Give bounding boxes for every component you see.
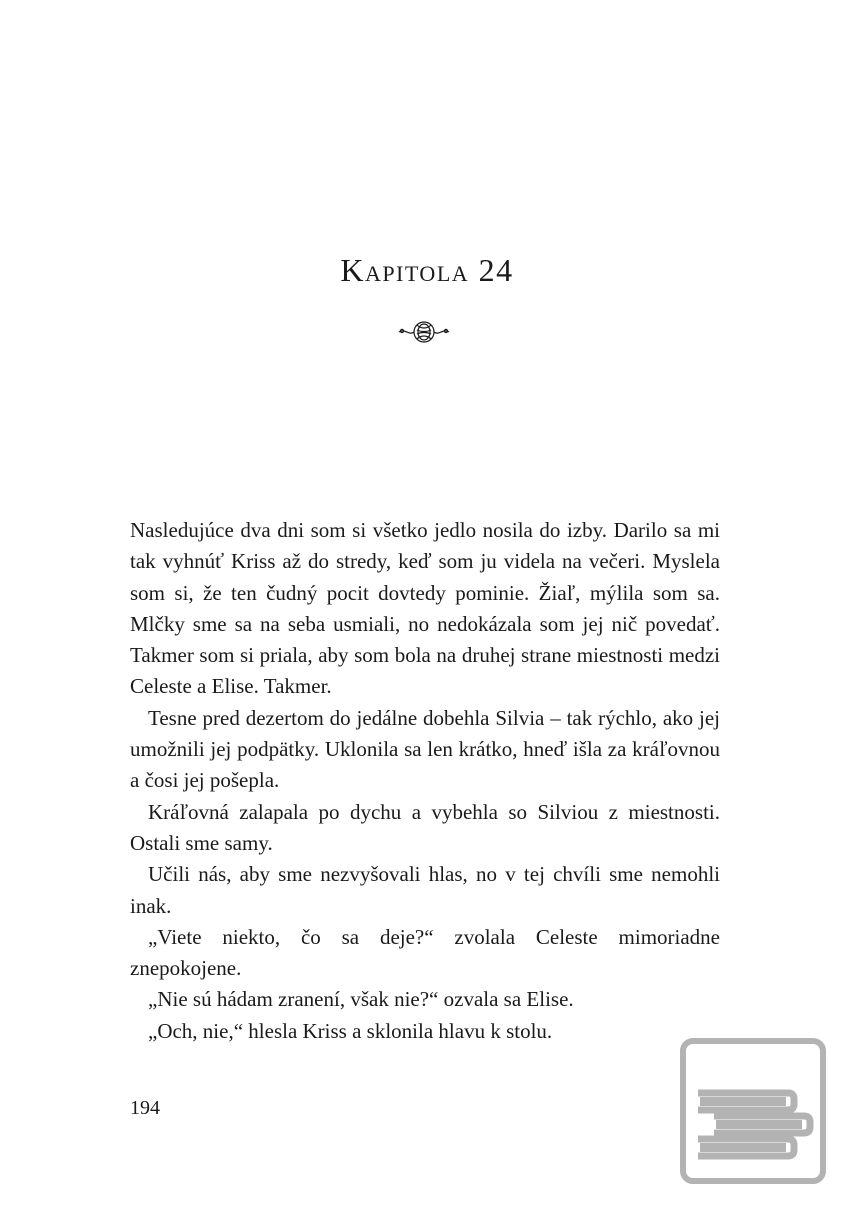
books-stack-logo-icon: [680, 1038, 826, 1184]
chapter-title: Kapitola 24: [340, 252, 514, 288]
chapter-body: [130, 515, 720, 1047]
page-number: 194: [130, 1097, 160, 1119]
paragraph: Tesne pred dezertom do jedálne dobehla Silvia – tak rýchlo, ako jej umožnili jej podpätky. Uklonila sa len krátko, hneď išla za kráľovnou a čosi jej pošepla.: [130, 705, 720, 793]
paragraph: „Nie sú hádam zranení, však nie?“ ozvala sa Elise.: [148, 987, 574, 1012]
paragraph: Kráľovná zalapala po dychu a vybehla so Silviou z miestnosti. Ostali sme samy.: [130, 799, 720, 855]
flourish-ornament-icon: [397, 318, 451, 346]
paragraph: Nasledujúce dva dni som si všetko jedlo nosila do izby. Darilo sa mi tak vyhnúť Kriss až do stredy, keď som ju videla na večeri. Myslela som si, že ten čudný pocit dovtedy pominie. Žiaľ, mýlila som sa. Mlčky sme sa na seba usmiali, no nedokázala som jej nič povedať. Takmer som si priala, aby som bola na druhej strane miestnosti medzi Celeste a Elise. Takmer.: [130, 518, 720, 699]
paragraph: „Och, nie,“ hlesla Kriss a sklonila hlavu k stolu.: [148, 1018, 553, 1043]
paragraph: „Viete niekto, čo sa deje?“ zvolala Celeste mimoriadne znepokojene.: [130, 924, 720, 981]
paragraph: Učili nás, aby sme nezvyšovali hlas, no v tej chvíli sme nemohli inak.: [130, 862, 720, 918]
